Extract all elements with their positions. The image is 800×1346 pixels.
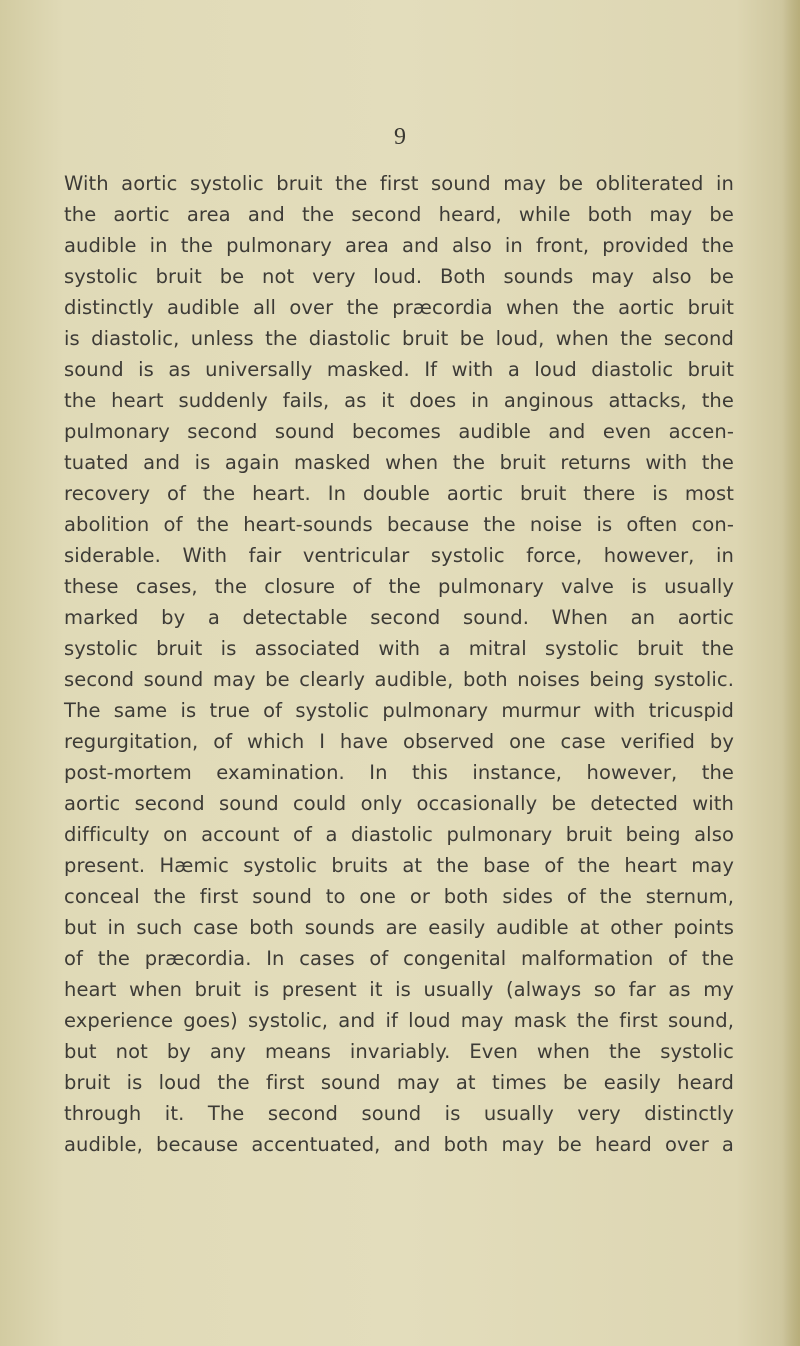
text-line: marked by a detectable second sound. When an aortic: [64, 606, 734, 629]
text-line: second sound may be clearly audible, both noises being systolic.: [64, 668, 734, 691]
text-line: present. Hæmic systolic bruits at the base of the heart may: [64, 854, 734, 877]
text-line: these cases, the closure of the pulmonary valve is usually: [64, 575, 734, 598]
text-line: audible in the pulmonary area and also in front, provided the: [64, 234, 734, 257]
text-line: siderable. With fair ventricular systolic force, however, in: [64, 544, 734, 567]
text-line: but not by any means invariably. Even when the systolic: [64, 1040, 734, 1063]
text-line: abolition of the heart-sounds because the noise is often con-: [64, 513, 734, 536]
text-line: post-mortem examination. In this instance, however, the: [64, 761, 734, 784]
text-line: heart when bruit is present it is usually (always so far as my: [64, 978, 734, 1001]
text-line: bruit is loud the first sound may at times be easily heard: [64, 1071, 734, 1094]
text-line: conceal the first sound to one or both sides of the sternum,: [64, 885, 734, 908]
text-line: difficulty on account of a diastolic pulmonary bruit being also: [64, 823, 734, 846]
text-line: is diastolic, unless the diastolic bruit be loud, when the second: [64, 327, 734, 350]
page-edge-shadow: [782, 0, 800, 1346]
text-line: through it. The second sound is usually very distinctly: [64, 1102, 734, 1125]
text-line: systolic bruit be not very loud. Both sounds may also be: [64, 265, 734, 288]
text-line: but in such case both sounds are easily audible at other points: [64, 916, 734, 939]
body-text: [64, 168, 734, 1160]
text-line: audible, because accentuated, and both may be heard over a: [64, 1133, 734, 1156]
text-line: experience goes) systolic, and if loud may mask the first sound,: [64, 1009, 734, 1032]
text-line: recovery of the heart. In double aortic bruit there is most: [64, 482, 734, 505]
text-line: The same is true of systolic pulmonary murmur with tricuspid: [64, 699, 734, 722]
text-line: sound is as universally masked. If with a loud diastolic bruit: [64, 358, 734, 381]
page-number: 9: [394, 124, 406, 150]
text-line: distinctly audible all over the præcordia when the aortic bruit: [64, 296, 734, 319]
text-line: aortic second sound could only occasionally be detected with: [64, 792, 734, 815]
text-line: the heart suddenly fails, as it does in anginous attacks, the: [64, 389, 734, 412]
text-line: tuated and is again masked when the bruit returns with the: [64, 451, 734, 474]
text-line: systolic bruit is associated with a mitral systolic bruit the: [64, 637, 734, 660]
text-line: With aortic systolic bruit the first sound may be obliterated in: [64, 172, 734, 195]
text-line: the aortic area and the second heard, while both may be: [64, 203, 734, 226]
text-line: regurgitation, of which I have observed one case verified by: [64, 730, 734, 753]
text-line: of the præcordia. In cases of congenital malformation of the: [64, 947, 734, 970]
text-line: pulmonary second sound becomes audible and even accen-: [64, 420, 734, 443]
